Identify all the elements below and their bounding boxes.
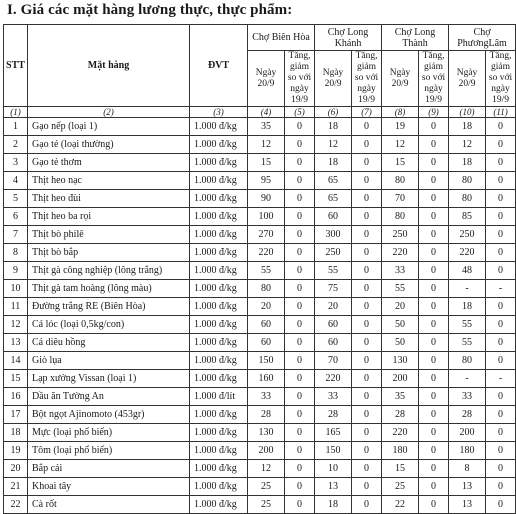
row-change: 0	[419, 388, 449, 406]
row-price: 90	[248, 190, 285, 208]
row-change: 0	[285, 496, 315, 514]
row-stt: 15	[4, 370, 28, 388]
row-price: 250	[449, 226, 486, 244]
row-price: 165	[315, 424, 352, 442]
column-number: (3)	[190, 107, 248, 118]
row-price: 18	[315, 496, 352, 514]
row-price: 250	[382, 226, 419, 244]
row-item-name: Cá lóc (loại 0,5kg/con)	[28, 316, 190, 334]
row-change: 0	[285, 118, 315, 136]
table-row	[4, 370, 516, 388]
row-price: 33	[315, 388, 352, 406]
column-number: (10)	[449, 107, 486, 118]
row-change: 0	[352, 136, 382, 154]
row-unit: 1.000 đ/lít	[190, 388, 248, 406]
row-change: 0	[352, 388, 382, 406]
row-stt: 2	[4, 136, 28, 154]
row-stt: 12	[4, 316, 28, 334]
row-change: 0	[352, 244, 382, 262]
row-change: 0	[285, 460, 315, 478]
row-change: 0	[419, 244, 449, 262]
header-market-bien-hoa: Chợ Biên Hòa	[248, 25, 315, 51]
row-change: 0	[419, 478, 449, 496]
table-row	[4, 334, 516, 352]
row-stt: 17	[4, 406, 28, 424]
row-price: 180	[382, 442, 419, 460]
row-change: 0	[486, 172, 516, 190]
row-price: 12	[382, 136, 419, 154]
row-change: 0	[285, 478, 315, 496]
row-change: 0	[285, 334, 315, 352]
subheader-price: Ngày 20/9	[248, 51, 285, 107]
row-stt: 22	[4, 496, 28, 514]
row-item-name: Thịt gà công nghiệp (lông trắng)	[28, 262, 190, 280]
row-stt: 8	[4, 244, 28, 262]
row-price: 25	[382, 478, 419, 496]
row-change: 0	[285, 208, 315, 226]
row-price: 130	[382, 352, 419, 370]
subheader-change: Tăng, giảm so với ngày 19/9	[352, 51, 382, 107]
row-stt: 5	[4, 190, 28, 208]
row-unit: 1.000 đ/kg	[190, 334, 248, 352]
row-unit: 1.000 đ/kg	[190, 460, 248, 478]
row-item-name: Bắp cải	[28, 460, 190, 478]
row-change: 0	[419, 172, 449, 190]
column-number: (8)	[382, 107, 419, 118]
row-price: 65	[315, 172, 352, 190]
row-price: 70	[382, 190, 419, 208]
row-stt: 13	[4, 334, 28, 352]
row-price: 60	[315, 208, 352, 226]
row-price: 55	[315, 262, 352, 280]
row-item-name: Tôm (loại phổ biến)	[28, 442, 190, 460]
row-change: 0	[352, 154, 382, 172]
row-price: 180	[449, 442, 486, 460]
row-stt: 20	[4, 460, 28, 478]
row-change: 0	[419, 298, 449, 316]
table-row	[4, 244, 516, 262]
row-price: 33	[248, 388, 285, 406]
row-change: 0	[486, 226, 516, 244]
row-change: 0	[486, 478, 516, 496]
table-row	[4, 352, 516, 370]
row-change: 0	[486, 460, 516, 478]
table-row	[4, 226, 516, 244]
column-number: (9)	[419, 107, 449, 118]
row-change: 0	[486, 424, 516, 442]
row-change: 0	[352, 478, 382, 496]
row-change: 0	[419, 280, 449, 298]
row-price: 80	[449, 190, 486, 208]
row-price: 300	[315, 226, 352, 244]
row-change: 0	[419, 208, 449, 226]
row-price: 20	[248, 298, 285, 316]
row-change: 0	[352, 316, 382, 334]
row-change: -	[486, 280, 516, 298]
row-price: 270	[248, 226, 285, 244]
row-change: 0	[419, 424, 449, 442]
row-stt: 6	[4, 208, 28, 226]
row-change: 0	[285, 172, 315, 190]
row-change: 0	[285, 370, 315, 388]
row-change: 0	[352, 190, 382, 208]
row-price: 70	[315, 352, 352, 370]
row-price: 220	[248, 244, 285, 262]
table-row	[4, 298, 516, 316]
row-change: 0	[285, 190, 315, 208]
row-item-name: Dầu ăn Tường An	[28, 388, 190, 406]
row-change: 0	[419, 334, 449, 352]
row-item-name: Khoai tây	[28, 478, 190, 496]
row-change: 0	[419, 190, 449, 208]
row-price: 12	[449, 136, 486, 154]
row-price: 75	[315, 280, 352, 298]
row-stt: 21	[4, 478, 28, 496]
row-change: 0	[486, 496, 516, 514]
row-price: 60	[315, 334, 352, 352]
row-item-name: Đường trắng RE (Biên Hòa)	[28, 298, 190, 316]
row-unit: 1.000 đ/kg	[190, 172, 248, 190]
row-item-name: Thịt bò bắp	[28, 244, 190, 262]
row-item-name: Mực (loại phổ biến)	[28, 424, 190, 442]
row-change: 0	[352, 226, 382, 244]
subheader-change: Tăng, giảm so với ngày 19/9	[419, 51, 449, 107]
row-change: 0	[285, 136, 315, 154]
row-price: 13	[449, 478, 486, 496]
column-number: (1)	[4, 107, 28, 118]
row-unit: 1.000 đ/kg	[190, 280, 248, 298]
subheader-price: Ngày 20/9	[382, 51, 419, 107]
row-change: 0	[352, 352, 382, 370]
row-price: 33	[382, 262, 419, 280]
row-item-name: Lạp xưởng Vissan (loại 1)	[28, 370, 190, 388]
row-change: 0	[352, 262, 382, 280]
row-unit: 1.000 đ/kg	[190, 316, 248, 334]
row-price: 28	[382, 406, 419, 424]
row-price: 80	[382, 208, 419, 226]
row-change: 0	[486, 136, 516, 154]
row-change: 0	[419, 442, 449, 460]
row-change: 0	[285, 388, 315, 406]
row-unit: 1.000 đ/kg	[190, 370, 248, 388]
row-item-name: Thịt heo nạc	[28, 172, 190, 190]
row-change: 0	[285, 352, 315, 370]
row-change: 0	[419, 406, 449, 424]
row-change: 0	[419, 352, 449, 370]
subheader-change: Tăng, giảm so với ngày 19/9	[486, 51, 516, 107]
row-price: 13	[315, 478, 352, 496]
row-price: 10	[315, 460, 352, 478]
row-unit: 1.000 đ/kg	[190, 298, 248, 316]
row-change: -	[486, 370, 516, 388]
row-unit: 1.000 đ/kg	[190, 208, 248, 226]
row-item-name: Bột ngọt Ajinomoto (453gr)	[28, 406, 190, 424]
row-price: 200	[449, 424, 486, 442]
row-change: 0	[352, 334, 382, 352]
column-number: (2)	[28, 107, 190, 118]
price-table	[3, 24, 516, 514]
row-change: 0	[352, 208, 382, 226]
table-row	[4, 388, 516, 406]
row-change: 0	[486, 442, 516, 460]
row-item-name: Giò lụa	[28, 352, 190, 370]
row-price: 18	[315, 154, 352, 172]
section-title: I. Giá các mặt hàng lương thực, thực phẩm:	[7, 2, 293, 18]
row-stt: 10	[4, 280, 28, 298]
row-unit: 1.000 đ/kg	[190, 406, 248, 424]
row-price: 13	[449, 496, 486, 514]
subheader-price: Ngày 20/9	[315, 51, 352, 107]
row-price: 15	[382, 154, 419, 172]
row-price: 18	[449, 154, 486, 172]
row-stt: 3	[4, 154, 28, 172]
row-price: 18	[449, 118, 486, 136]
table-row	[4, 442, 516, 460]
row-change: 0	[285, 298, 315, 316]
row-change: 0	[352, 280, 382, 298]
row-price: 65	[315, 190, 352, 208]
header-market-long-thanh: Chợ Long Thành	[382, 25, 449, 51]
row-price: 28	[315, 406, 352, 424]
table-row	[4, 208, 516, 226]
table-row	[4, 424, 516, 442]
row-change: 0	[285, 244, 315, 262]
row-change: 0	[419, 136, 449, 154]
row-stt: 16	[4, 388, 28, 406]
row-change: 0	[486, 298, 516, 316]
row-price: 20	[382, 298, 419, 316]
row-price: 95	[248, 172, 285, 190]
row-price: 60	[248, 334, 285, 352]
row-price: 150	[315, 442, 352, 460]
row-price: 55	[449, 334, 486, 352]
row-item-name: Gạo tẻ (loại thường)	[28, 136, 190, 154]
row-change: 0	[285, 226, 315, 244]
row-stt: 11	[4, 298, 28, 316]
row-change: 0	[352, 442, 382, 460]
row-price: 28	[449, 406, 486, 424]
row-change: 0	[285, 406, 315, 424]
row-change: 0	[419, 496, 449, 514]
row-item-name: Cà rốt	[28, 496, 190, 514]
row-unit: 1.000 đ/kg	[190, 442, 248, 460]
row-change: 0	[419, 370, 449, 388]
row-change: 0	[486, 190, 516, 208]
row-change: 0	[352, 496, 382, 514]
column-number: (6)	[315, 107, 352, 118]
row-change: 0	[486, 388, 516, 406]
row-unit: 1.000 đ/kg	[190, 154, 248, 172]
row-price: 60	[248, 316, 285, 334]
row-stt: 7	[4, 226, 28, 244]
row-price: 12	[315, 136, 352, 154]
row-item-name: Thịt bò philê	[28, 226, 190, 244]
row-change: 0	[486, 334, 516, 352]
row-change: 0	[352, 370, 382, 388]
table-row	[4, 172, 516, 190]
row-change: 0	[486, 208, 516, 226]
row-stt: 19	[4, 442, 28, 460]
table-row	[4, 262, 516, 280]
row-item-name: Cá diêu hồng	[28, 334, 190, 352]
row-item-name: Thịt heo ba rọi	[28, 208, 190, 226]
row-price: 80	[449, 172, 486, 190]
row-change: 0	[486, 118, 516, 136]
row-price: 25	[248, 496, 285, 514]
row-price: 19	[382, 118, 419, 136]
row-unit: 1.000 đ/kg	[190, 190, 248, 208]
column-number: (4)	[248, 107, 285, 118]
row-change: 0	[285, 316, 315, 334]
row-unit: 1.000 đ/kg	[190, 136, 248, 154]
row-price: 85	[449, 208, 486, 226]
column-number: (7)	[352, 107, 382, 118]
row-change: 0	[486, 244, 516, 262]
row-change: 0	[352, 406, 382, 424]
row-price: 48	[449, 262, 486, 280]
row-price: 220	[449, 244, 486, 262]
header-stt: STT	[4, 25, 28, 107]
row-stt: 9	[4, 262, 28, 280]
row-stt: 18	[4, 424, 28, 442]
row-change: 0	[285, 262, 315, 280]
row-price: 12	[248, 136, 285, 154]
table-row	[4, 478, 516, 496]
table-row	[4, 190, 516, 208]
row-unit: 1.000 đ/kg	[190, 244, 248, 262]
row-price: 25	[248, 478, 285, 496]
row-item-name: Thịt heo đùi	[28, 190, 190, 208]
row-change: 0	[352, 460, 382, 478]
row-change: 0	[486, 406, 516, 424]
row-price: 60	[315, 316, 352, 334]
row-change: 0	[486, 352, 516, 370]
row-stt: 4	[4, 172, 28, 190]
row-price: 200	[382, 370, 419, 388]
row-price: 250	[315, 244, 352, 262]
table-row	[4, 280, 516, 298]
row-change: 0	[285, 154, 315, 172]
row-change: 0	[486, 154, 516, 172]
table-row	[4, 136, 516, 154]
row-price: 50	[382, 334, 419, 352]
header-item: Mặt hàng	[28, 25, 190, 107]
row-unit: 1.000 đ/kg	[190, 352, 248, 370]
table-row	[4, 118, 516, 136]
row-change: 0	[486, 316, 516, 334]
row-unit: 1.000 đ/kg	[190, 424, 248, 442]
row-change: 0	[419, 262, 449, 280]
row-price: 8	[449, 460, 486, 478]
row-price: 20	[315, 298, 352, 316]
row-unit: 1.000 đ/kg	[190, 262, 248, 280]
row-change: 0	[352, 298, 382, 316]
row-price: 28	[248, 406, 285, 424]
row-unit: 1.000 đ/kg	[190, 226, 248, 244]
row-price: 22	[382, 496, 419, 514]
row-item-name: Gạo nếp (loại 1)	[28, 118, 190, 136]
row-change: 0	[285, 280, 315, 298]
row-price: 18	[449, 298, 486, 316]
row-change: 0	[285, 424, 315, 442]
table-row	[4, 460, 516, 478]
row-price: 55	[248, 262, 285, 280]
row-price: 80	[248, 280, 285, 298]
row-price: 100	[248, 208, 285, 226]
row-price: -	[449, 280, 486, 298]
header-unit: ĐVT	[190, 25, 248, 107]
row-price: 12	[248, 460, 285, 478]
row-price: 200	[248, 442, 285, 460]
row-price: 160	[248, 370, 285, 388]
subheader-change: Tăng, giảm so với ngày 19/9	[285, 51, 315, 107]
row-price: 18	[315, 118, 352, 136]
row-price: 220	[382, 424, 419, 442]
header-market-long-khanh: Chợ Long Khánh	[315, 25, 382, 51]
table-row	[4, 154, 516, 172]
row-change: 0	[352, 118, 382, 136]
row-price: 33	[449, 388, 486, 406]
row-price: 35	[248, 118, 285, 136]
row-price: 55	[449, 316, 486, 334]
row-stt: 1	[4, 118, 28, 136]
row-change: 0	[419, 316, 449, 334]
header-market-phuong-lam: Chợ PhươngLâm	[449, 25, 516, 51]
row-change: 0	[419, 118, 449, 136]
row-price: 50	[382, 316, 419, 334]
row-item-name: Gạo tẻ thơm	[28, 154, 190, 172]
row-change: 0	[285, 442, 315, 460]
row-item-name: Thịt gà tam hoàng (lông màu)	[28, 280, 190, 298]
row-price: 35	[382, 388, 419, 406]
row-stt: 14	[4, 352, 28, 370]
row-unit: 1.000 đ/kg	[190, 478, 248, 496]
row-price: 220	[382, 244, 419, 262]
row-price: -	[449, 370, 486, 388]
row-change: 0	[419, 154, 449, 172]
row-change: 0	[486, 262, 516, 280]
row-price: 80	[382, 172, 419, 190]
table-row	[4, 406, 516, 424]
table-body	[4, 118, 516, 514]
row-change: 0	[352, 172, 382, 190]
column-number: (11)	[486, 107, 516, 118]
row-unit: 1.000 đ/kg	[190, 496, 248, 514]
column-number: (5)	[285, 107, 315, 118]
row-price: 130	[248, 424, 285, 442]
row-change: 0	[419, 460, 449, 478]
table-row	[4, 496, 516, 514]
row-price: 15	[248, 154, 285, 172]
table-row	[4, 316, 516, 334]
row-change: 0	[419, 226, 449, 244]
row-price: 150	[248, 352, 285, 370]
row-change: 0	[352, 424, 382, 442]
subheader-price: Ngày 20/9	[449, 51, 486, 107]
row-price: 15	[382, 460, 419, 478]
row-price: 55	[382, 280, 419, 298]
row-price: 80	[449, 352, 486, 370]
row-price: 220	[315, 370, 352, 388]
row-unit: 1.000 đ/kg	[190, 118, 248, 136]
